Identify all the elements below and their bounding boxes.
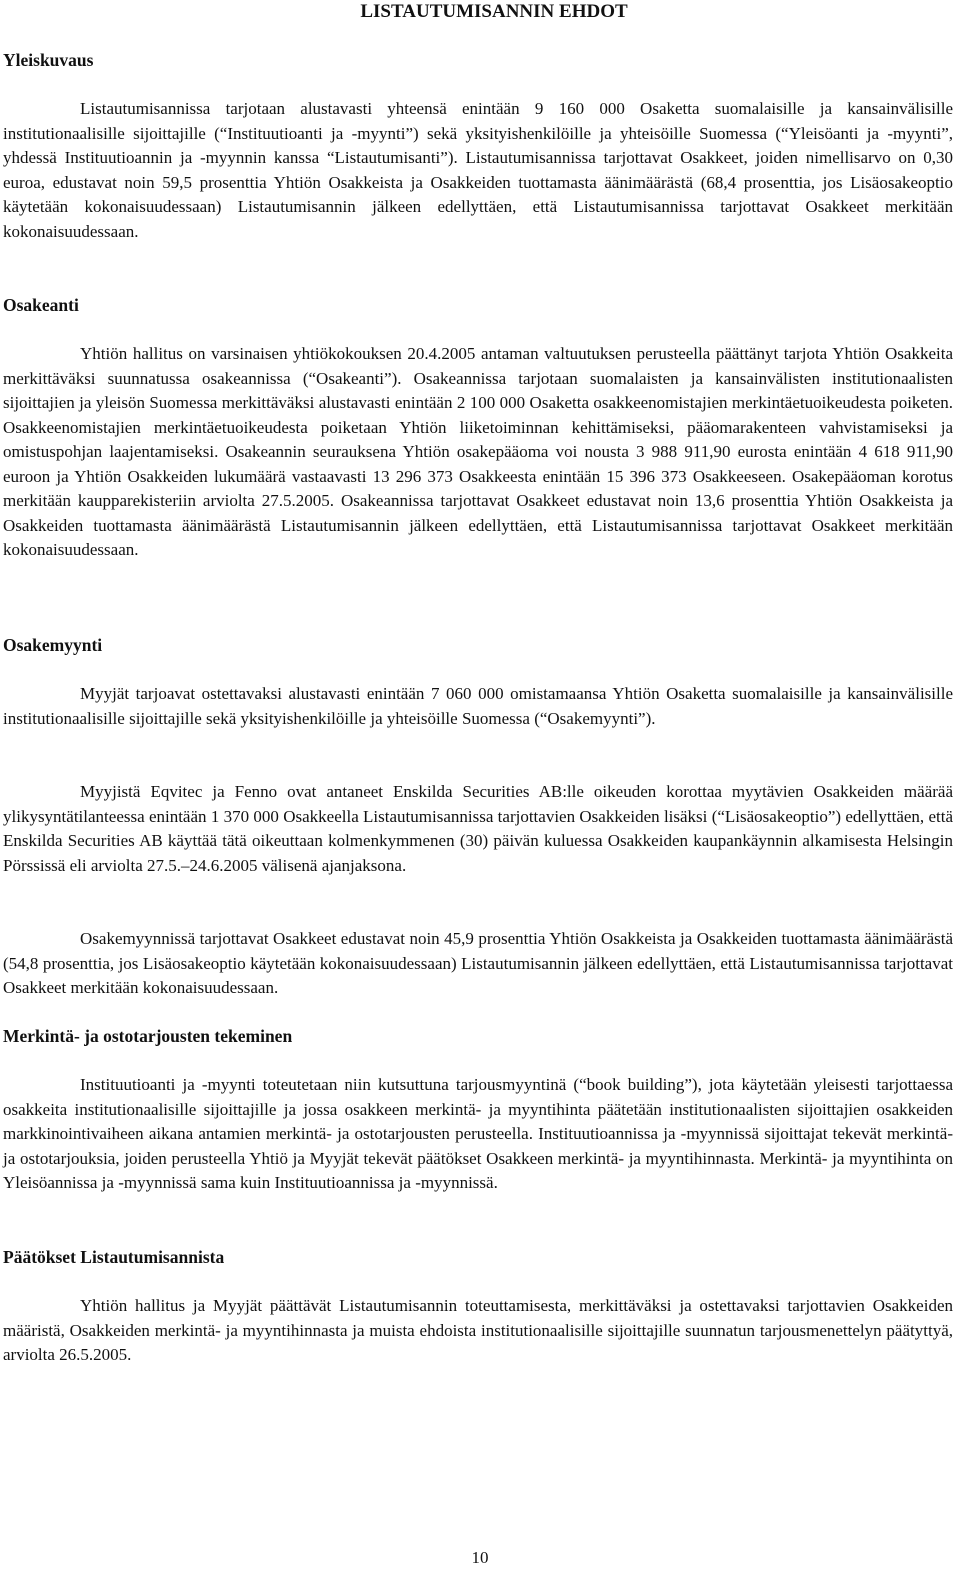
paragraph: Myyjät tarjoavat ostettavaksi alustavasti enintään 7 060 000 omistamaansa Yhtiön Osaketta suomalaisille ja kansainvälisille institutionaalisille sijoittajille sekä yksityishenkilöille ja yhteisöille Suomessa (“Osakemyynti”). bbox=[3, 684, 953, 728]
section-heading-paatokset: Päätökset Listautumisannista bbox=[3, 1247, 225, 1267]
section-heading-yleiskuvaus: Yleiskuvaus bbox=[3, 50, 94, 70]
paragraph: Osakemyynnissä tarjottavat Osakkeet edustavat noin 45,9 prosenttia Yhtiön Osakkeista ja Osakkeiden tuottamasta äänimäärästä (54,8 prosenttia, jos Lisäosakeoptio käytetään kokonaisuudessaan) Listautumisannin jälkeen edellyttäen, että Listautumisannissa tarjottavat Osakkeet merkitään kokonaisuudessaan. bbox=[3, 929, 953, 997]
paragraph: Myyjistä Eqvitec ja Fenno ovat antaneet Enskilda Securities AB:lle oikeuden korottaa myytävien Osakkeiden määrää ylikysyntätilanteessa enintään 1 370 000 Osakkeella Listautumisannissa tarjottavien Osakkeiden lisäksi (“Lisäosakeoptio”) edellyttäen, että Enskilda Securities AB käyttää tätä oikeuttaan kolmenkymmenen (30) päivän kuluessa Osakkeiden kaupankäynnin alkamisesta Helsingin Pörssissä eli arviolta 27.5.–24.6.2005 välisenä ajanjaksona. bbox=[3, 782, 953, 875]
page-title: LISTAUTUMISANNIN EHDOT bbox=[360, 1, 628, 22]
section-heading-merkinta: Merkintä- ja ostotarjousten tekeminen bbox=[3, 1026, 293, 1046]
page-number: 10 bbox=[471, 1548, 489, 1567]
paragraph: Listautumisannissa tarjotaan alustavasti yhteensä enintään 9 160 000 Osaketta suomalaisille ja kansainvälisille institutionaalisille sijoittajille (“Instituutioanti ja -myynti”) sekä yksityishenkilöille ja yhteisöille Suomessa (“Yleisöanti ja -myynti”, yhdessä Instituutioannin ja -myynnin kanssa “Listautumisanti”). Listautumisannissa tarjottavat Osakkeet, joiden nimellisarvo on 0,30 euroa, edustavat noin 59,5 prosenttia Yhtiön Osakkeista ja Osakkeiden tuottamasta äänimäärästä (68,4 prosenttia, jos Lisäosakeoptio käytetään kokonaisuudessaan) Listautumisannin jälkeen edellyttäen, että Listautumisannissa tarjottavat Osakkeet merkitään kokonaisuudessaan. bbox=[3, 99, 953, 241]
section-heading-osakemyynti: Osakemyynti bbox=[3, 635, 103, 655]
paragraph: Yhtiön hallitus ja Myyjät päättävät Listautumisannin toteuttamisesta, merkittäväksi ja ostettavaksi tarjottavien Osakkeiden määristä, Osakkeiden merkintä- ja myyntihinnasta ja muista ehdoista institutionaalisille sijoittajille suunnatun tarjousmenettelyn päätyttyä, arviolta 26.5.2005. bbox=[3, 1296, 953, 1364]
paragraph: Yhtiön hallitus on varsinaisen yhtiökokouksen 20.4.2005 antaman valtuutuksen perusteella päättänyt tarjota Yhtiön Osakkeita merkittäväksi suunnatussa osakeannissa (“Osakeanti”). Osakeannissa tarjotaan suomalaisten ja kansainvälisten institutionaalisten sijoittajien ja yleisön Suomessa merkittäväksi alustavasti enintään 2 100 000 Osaketta osakkeenomistajien merkintäetuoikeudesta poiketen. Osakkeenomistajien merkintäetuoikeudesta poiketaan Yhtiön liiketoiminnan kehittämiseksi, pääomarakenteen vahvistamiseksi ja omistuspohjan laajentamiseksi. Osakeannin seurauksena Yhtiön osakepääoma voi nousta 3 988 911,90 eurosta enintään 4 618 911,90 euroon ja Yhtiön Osakkeiden lukumäärä vastaavasti 13 296 373 Osakkeesta enintään 15 396 373 Osakkeeseen. Osakepääoman korotus merkitään kaupparekisteriin arviolta 27.5.2005. Osakeannissa tarjottavat Osakkeet edustavat noin 13,6 prosenttia Yhtiön Osakkeista ja Osakkeiden tuottamasta äänimäärästä Listautumisannin jälkeen edellyttäen, että Listautumisannissa tarjottavat Osakkeet merkitään kokonaisuudessaan. bbox=[3, 344, 953, 559]
paragraph: Instituutioanti ja -myynti toteutetaan niin kutsuttuna tarjousmyyntinä (“book building”), jota käytetään yleisesti tarjottaessa osakkeita institutionaalisille sijoittajille ja jossa osakkeen merkintä- ja myyntihinta päätetään institutionaalisten sijoittajien osakkeiden markkinointivaiheen aikana antamien merkintä- ja ostotarjousten perusteella. Instituutioannissa ja -myynnissä sijoittajat tekevät merkintä- ja ostotarjouksia, joiden perusteella Yhtiö ja Myyjät tekevät päätökset Osakkeen merkintä- ja myyntihinnasta. Merkintä- ja myyntihinta on Yleisöannissa ja -myynnissä sama kuin Instituutioannissa ja -myynnissä. bbox=[3, 1075, 953, 1192]
section-heading-osakeanti: Osakeanti bbox=[3, 295, 79, 315]
